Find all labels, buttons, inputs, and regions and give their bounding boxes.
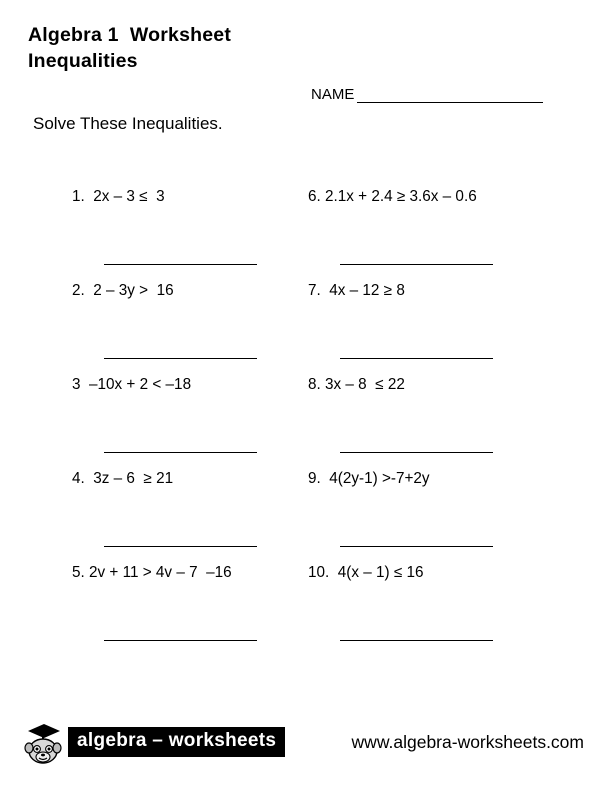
instruction-text: Solve These Inequalities. — [33, 114, 223, 133]
problem-column-right — [308, 188, 568, 658]
name-label: NAME — [311, 86, 355, 103]
problem-text: 7. 4x – 12 ≥ 8 — [308, 282, 405, 299]
answer-line[interactable] — [340, 358, 493, 359]
page-footer — [0, 712, 612, 792]
site-logo[interactable] — [22, 718, 285, 766]
answer-line[interactable] — [340, 452, 493, 453]
answer-line[interactable] — [104, 546, 257, 547]
problem-item — [72, 376, 312, 470]
page-title — [28, 22, 231, 74]
problem-item — [72, 282, 312, 376]
problem-text: 4. 3z – 6 ≥ 21 — [72, 470, 174, 487]
problem-text: 1. 2x – 3 ≤ 3 — [72, 188, 165, 205]
problem-text: 2. 2 – 3y > 16 — [72, 282, 174, 299]
name-input-line[interactable] — [357, 88, 543, 103]
problem-item — [72, 470, 312, 564]
problem-item — [308, 376, 568, 470]
answer-line[interactable] — [340, 640, 493, 641]
problem-text: 3 –10x + 2 < –18 — [72, 376, 192, 393]
problem-item — [308, 564, 568, 658]
answer-line[interactable] — [340, 264, 493, 265]
problem-column-left — [72, 188, 312, 658]
logo-text: algebra – worksheets — [68, 727, 285, 757]
problem-item — [308, 470, 568, 564]
graduate-owl-icon — [22, 718, 66, 766]
problem-text: 9. 4(2y-1) >-7+2y — [308, 470, 430, 487]
problem-text: 8. 3x – 8 ≤ 22 — [308, 376, 405, 393]
problem-text: 10. 4(x – 1) ≤ 16 — [308, 564, 424, 581]
title-line-1: Algebra 1 Worksheet — [28, 24, 232, 46]
title-line-2: Inequalities — [28, 50, 138, 72]
name-field-group — [311, 86, 543, 103]
problem-item — [72, 188, 312, 282]
answer-line[interactable] — [340, 546, 493, 547]
answer-line[interactable] — [104, 452, 257, 453]
answer-line[interactable] — [104, 264, 257, 265]
problem-text: 5. 2v + 11 > 4v – 7 –16 — [72, 564, 232, 581]
answer-line[interactable] — [104, 358, 257, 359]
problem-item — [72, 564, 312, 658]
answer-line[interactable] — [104, 640, 257, 641]
problem-item — [308, 188, 568, 282]
site-url[interactable]: www.algebra-worksheets.com — [351, 732, 584, 752]
problem-item — [308, 282, 568, 376]
problem-text: 6. 2.1x + 2.4 ≥ 3.6x – 0.6 — [308, 188, 477, 205]
